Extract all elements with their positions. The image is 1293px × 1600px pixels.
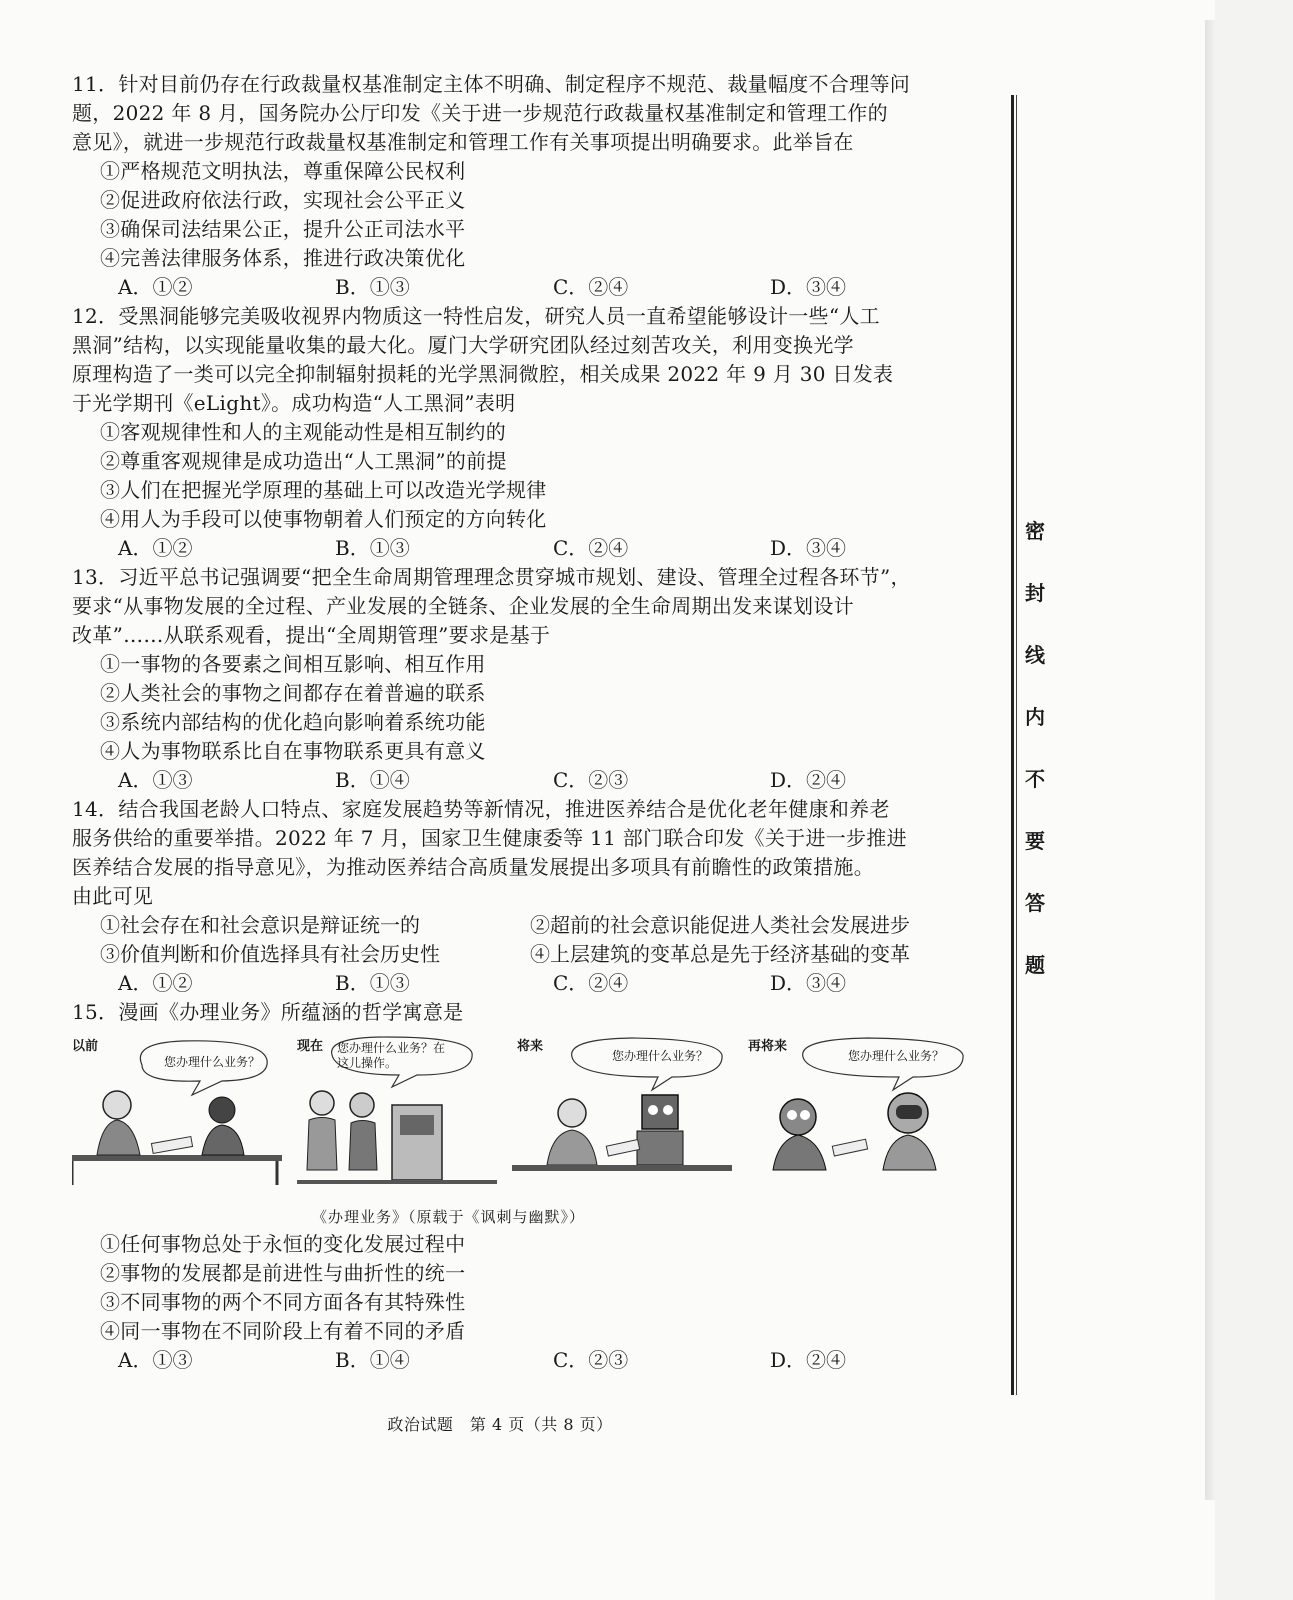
statement-option: ④上层建筑的变革总是先于经济基础的变革 <box>530 942 910 966</box>
statement-option: ②超前的社会意识能促进人类社会发展进步 <box>530 913 910 937</box>
speech-bubble: 您办理什么业务？ <box>612 1049 709 1063</box>
statement-option: ③确保司法结果公正，提升公正司法水平 <box>100 217 466 241</box>
cartoon-figure <box>72 1035 972 1200</box>
right-margin-strip <box>1215 0 1293 1600</box>
question-stem-line: 原理构造了一类可以完全抑制辐射损耗的光学黑洞微腔，相关成果 2022 年 9 月 30 日发表 <box>72 362 894 386</box>
choice-b: B．①④ <box>335 1348 410 1372</box>
question-stem-line: 改革”……从联系观看，提出“全周期管理”要求是基于 <box>72 623 551 647</box>
choice-a: A．①③ <box>118 768 193 792</box>
statement-option-row <box>72 911 987 940</box>
statement-option: ②尊重客观规律是成功造出“人工黑洞”的前提 <box>100 449 507 473</box>
choice-a: A．①② <box>118 971 193 995</box>
statement-option: ②促进政府依法行政，实现社会公平正义 <box>100 188 466 212</box>
statement-option: ②事物的发展都是前进性与曲折性的统一 <box>100 1261 466 1285</box>
question-stem-line: 意见》，就进一步规范行政裁量权基准制定和管理工作有关事项提出明确要求。此举旨在 <box>72 130 854 154</box>
choice-b: B．①④ <box>335 768 410 792</box>
statement-option: ③人们在把握光学原理的基础上可以改造光学规律 <box>100 478 547 502</box>
question-14 <box>72 795 987 998</box>
cartoon-panel-future <box>512 1035 737 1190</box>
statement-option: ④人为事物联系比自在事物联系更具有意义 <box>100 739 486 763</box>
statement-option: ③不同事物的两个不同方面各有其特殊性 <box>100 1290 466 1314</box>
speech-bubble: 您办理什么业务？ <box>164 1055 261 1069</box>
question-stem-line: 题，2022 年 8 月，国务院办公厅印发《关于进一步规范行政裁量权基准制定和管理工作的 <box>72 101 888 125</box>
seal-char: 不 <box>1025 767 1045 791</box>
seal-line-inner <box>1016 95 1017 1395</box>
panel-label: 再将来 <box>748 1039 788 1054</box>
cartoon-panel-before <box>72 1035 287 1190</box>
cartoon-panel-far-future <box>748 1035 972 1190</box>
statement-option: ①社会存在和社会意识是辩证统一的 <box>100 913 420 937</box>
statement-option: ①严格规范文明执法，尊重保障公民权利 <box>100 159 466 183</box>
speech-bubble: 您办理什么业务？ <box>848 1049 945 1063</box>
question-stem-line: 医养结合发展的指导意见》，为推动医养结合高质量发展提出多项具有前瞻性的政策措施。 <box>72 855 874 879</box>
statement-option: ②人类社会的事物之间都存在着普遍的联系 <box>100 681 486 705</box>
statement-option-row <box>72 940 987 969</box>
statement-option: ③系统内部结构的优化趋向影响着系统功能 <box>100 710 486 734</box>
question-stem-line: 黑洞”结构，以实现能量收集的最大化。厦门大学研究团队经过刻苦攻关，利用变换光学 <box>72 333 854 357</box>
statement-option: ①客观规律性和人的主观能动性是相互制约的 <box>100 420 506 444</box>
statement-option: ③价值判断和价值选择具有社会历史性 <box>100 942 440 966</box>
question-11 <box>72 70 987 302</box>
speech-bubble: 您办理什么业务？在 这儿操作。 <box>337 1041 446 1070</box>
seal-char: 题 <box>1025 953 1045 977</box>
seal-notice <box>1020 500 1050 996</box>
seal-char: 线 <box>1025 643 1045 667</box>
question-stem-line: 12．受黑洞能够完美吸收视界内物质这一特性启发，研究人员一直希望能够设计一些“人工 <box>72 304 880 328</box>
seal-char: 封 <box>1025 581 1045 605</box>
answer-choices <box>72 1346 987 1375</box>
statement-option: ①任何事物总处于永恒的变化发展过程中 <box>100 1232 466 1256</box>
question-12 <box>72 302 987 563</box>
statement-option: ④完善法律服务体系，推进行政决策优化 <box>100 246 466 270</box>
choice-c: C．②③ <box>553 1348 629 1372</box>
seal-char: 答 <box>1025 891 1045 915</box>
question-stem-line: 要求“从事物发展的全过程、产业发展的全链条、企业发展的全生命周期出发来谋划设计 <box>72 594 854 618</box>
choice-c: C．②④ <box>553 971 629 995</box>
choice-c: C．②④ <box>553 275 629 299</box>
answer-choices <box>72 969 987 998</box>
choice-d: D．③④ <box>770 536 847 560</box>
choice-d: D．②④ <box>770 768 847 792</box>
choice-c: C．②④ <box>553 536 629 560</box>
choice-d: D．②④ <box>770 1348 847 1372</box>
choice-d: D．③④ <box>770 275 847 299</box>
question-stem-line: 由此可见 <box>72 884 154 908</box>
statement-option: ④用人为手段可以使事物朝着人们预定的方向转化 <box>100 507 547 531</box>
cartoon-panel-now <box>297 1035 502 1190</box>
question-13 <box>72 563 987 795</box>
page-edge <box>1205 20 1215 1500</box>
answer-choices <box>72 766 987 795</box>
question-stem-line: 11．针对目前仍存在行政裁量权基准制定主体不明确、制定程序不规范、裁量幅度不合理等问 <box>72 72 911 96</box>
choice-b: B．①③ <box>335 536 410 560</box>
seal-char: 密 <box>1025 519 1045 543</box>
question-15 <box>72 998 987 1375</box>
question-stem-line: 15．漫画《办理业务》所蕴涵的哲学寓意是 <box>72 1000 464 1024</box>
statement-option: ①一事物的各要素之间相互影响、相互作用 <box>100 652 486 676</box>
answer-choices <box>72 534 987 563</box>
choice-a: A．①② <box>118 536 193 560</box>
seal-line <box>1011 95 1014 1395</box>
answer-choices <box>72 273 987 302</box>
choice-a: A．①② <box>118 275 193 299</box>
panel-label: 将来 <box>517 1039 544 1054</box>
panel-label: 现在 <box>297 1039 324 1054</box>
choice-d: D．③④ <box>770 971 847 995</box>
panel-label: 以前 <box>72 1039 99 1054</box>
question-stem-line: 于光学期刊《eLight》。成功构造“人工黑洞”表明 <box>72 391 516 415</box>
statement-option: ④同一事物在不同阶段上有着不同的矛盾 <box>100 1319 466 1343</box>
choice-b: B．①③ <box>335 971 410 995</box>
seal-char: 内 <box>1025 705 1045 729</box>
choice-b: B．①③ <box>335 275 410 299</box>
page-footer: 政治试题 第 4 页（共 8 页） <box>387 1415 613 1434</box>
question-stem-line: 14．结合我国老龄人口特点、家庭发展趋势等新情况，推进医养结合是优化老年健康和养老 <box>72 797 890 821</box>
seal-char: 要 <box>1025 829 1045 853</box>
cartoon-caption: 《办理业务》（原载于《讽刺与幽默》） <box>312 1208 586 1226</box>
question-stem-line: 服务供给的重要举措。2022 年 7 月，国家卫生健康委等 11 部门联合印发《关于进一步推进 <box>72 826 907 850</box>
choice-c: C．②③ <box>553 768 629 792</box>
choice-a: A．①③ <box>118 1348 193 1372</box>
question-stem-line: 13．习近平总书记强调要“把全生命周期管理理念贯穿城市规划、建设、管理全过程各环节”， <box>72 565 911 589</box>
question-area <box>72 70 987 1375</box>
